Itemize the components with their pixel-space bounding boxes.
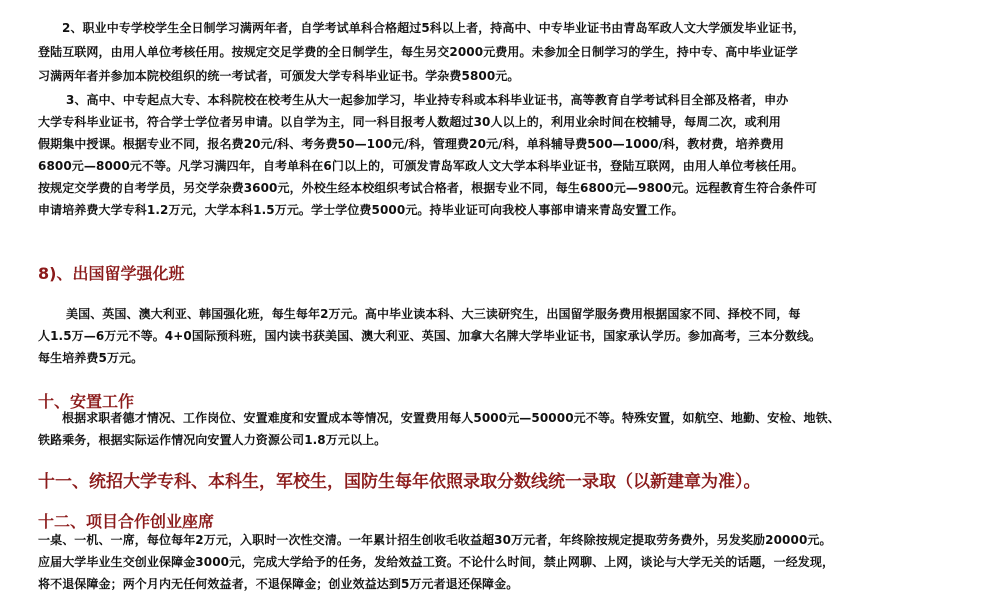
section12-line-3: 将不退保障金；两个月内无任何效益者，不退保障金；创业效益达到5万元者退还保障金。 [38,577,519,591]
section8-heading: 8)、出国留学强化班 [38,264,185,283]
para3-line-1: 3、高中、中专起点大专、本科院校在校考生从大一起参加学习，毕业持专科或本科毕业证书，高等教育自学考试科目全部及格者，申办 [66,93,789,107]
para3-line-5: 按规定交学费的自考学员，另交学杂费3600元，外校生经本校组织考试合格者，根据专业不同，每生6800元—9800元。远程教育生符合条件可 [38,181,817,195]
para3-line-2: 大学专科毕业证书，符合学士学位者另申请。以自学为主，同一科目报考人数超过30人以上的，利用业余时间在校辅导，每周二次，或利用 [38,115,781,129]
para3-line-6: 申请培养费大学专科1.2万元，大学本科1.5万元。学士学位费5000元。持毕业证可向我校人事部申请来青岛安置工作。 [38,203,684,217]
para2-line-3: 习满两年者并参加本院校组织的统一考试者，可颁发大学专科毕业证书。学杂费5800元。 [38,69,520,83]
section10-line-1: 根据求职者德才情况、工作岗位、安置难度和安置成本等情况，安置费用每人5000元—50000元不等。特殊安置，如航空、地勤、安检、地铁、 [62,411,840,425]
section12-line-2: 应届大学毕业生交创业保障金3000元，完成大学给予的任务，发给效益工资。不论什么时间，禁止网聊、上网，谈论与大学无关的话题，一经发现， [38,555,835,569]
para3-line-3: 假期集中授课。根据专业不同，报名费20元/科、考务费50—100元/科，管理费20元/科，单科辅导费500—1000/科，教材费，培养费用 [38,137,785,151]
section11-heading: 十一、统招大学专科、本科生，军校生，国防生每年依照录取分数线统一录取（以新建章为准）。 [38,472,761,492]
section8-line-1: 美国、英国、澳大利亚、韩国强化班，每生每年2万元。高中毕业读本科、大三读研究生，出国留学服务费用根据国家不同、择校不同，每 [66,307,801,321]
section12-line-1: 一桌、一机、一席，每位每年2万元，入职时一次性交清。一年累计招生创收毛收益超30万元者，年终除按规定提取劳务费外，另发奖励20000元。 [38,533,832,547]
section10-line-2: 铁路乘务，根据实际运作情况向安置人力资源公司1.8万元以上。 [38,433,387,447]
para2-line-1: 2、职业中专学校学生全日制学习满两年者，自学考试单科合格超过5科以上者，持高中、中专毕业证书由青岛军政人文大学颁发毕业证书， [62,21,805,35]
para2-line-2: 登陆互联网，由用人单位考核任用。按规定交足学费的全日制学生，每生另交2000元费用。未参加全日制学习的学生，持中专、高中毕业证学 [38,45,798,59]
section8-line-2: 人1.5万—6万元不等。4+0国际预科班，国内读书获美国、澳大利亚、英国、加拿大名牌大学毕业证书，国家承认学历。参加高考，三本分数线。 [38,329,822,343]
section10-heading: 十、安置工作 [38,392,135,411]
section8-line-3: 每生培养费5万元。 [38,351,144,365]
para3-line-4: 6800元—8000元不等。凡学习满四年，自考单科在6门以上的，可颁发青岛军政人文大学本科毕业证书，登陆互联网，由用人单位考核任用。 [38,159,804,173]
section12-heading: 十二、项目合作创业座席 [38,512,215,531]
